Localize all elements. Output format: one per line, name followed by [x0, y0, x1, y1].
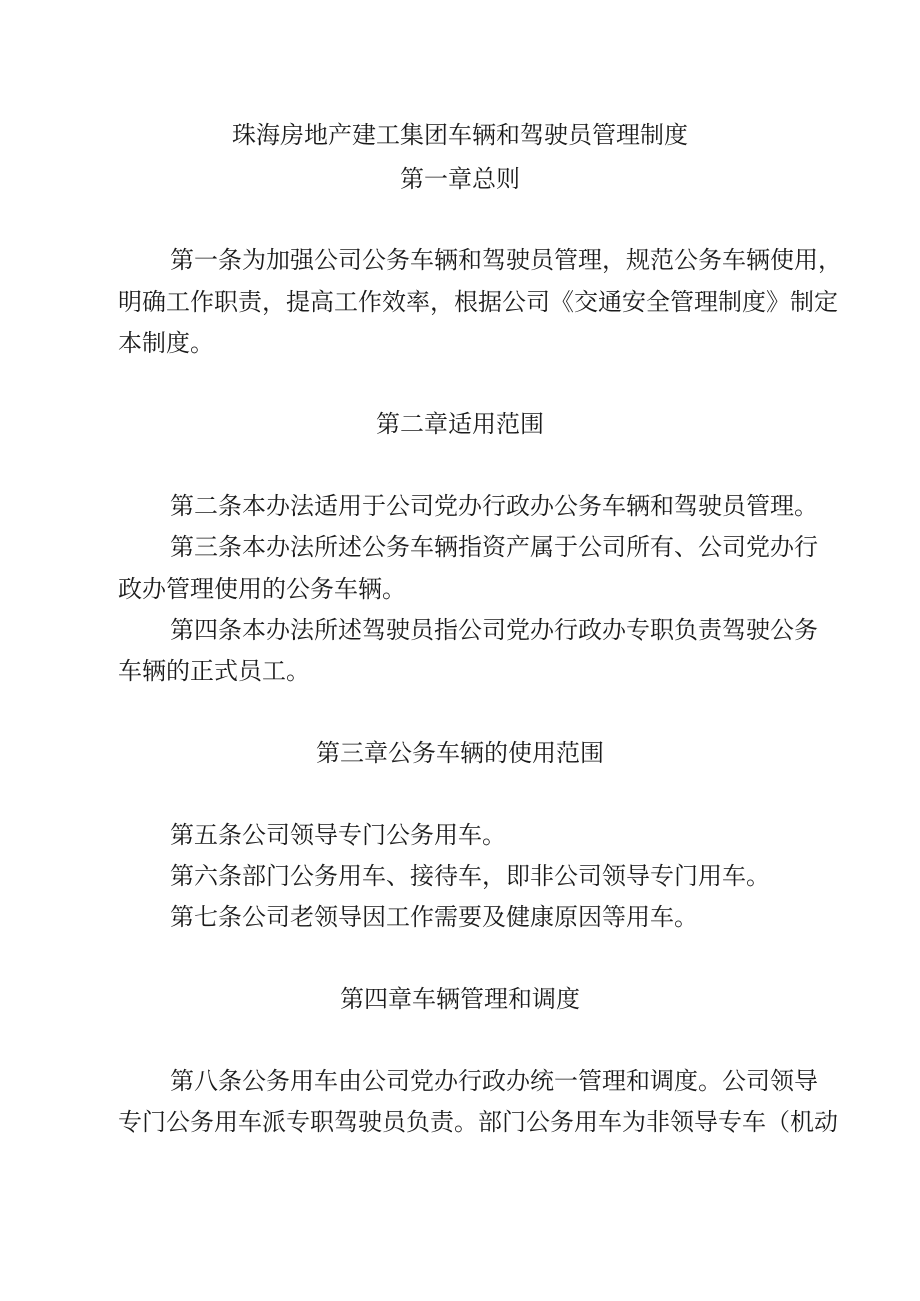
- article-6-line-1: 第六条部门公务用车、接待车，即非公司领导专门用车。: [170, 862, 770, 890]
- article-1-line-3: 本制度。: [118, 329, 214, 357]
- chapter-4-heading: 第四章车辆管理和调度: [340, 985, 580, 1013]
- document-title: 珠海房地产建工集团车辆和驾驶员管理制度: [232, 121, 688, 149]
- chapter-3-heading: 第三章公务车辆的使用范围: [316, 739, 604, 767]
- article-5-line-1: 第五条公司领导专门公务用车。: [170, 821, 506, 849]
- article-4-line-2: 车辆的正式员工。: [118, 657, 310, 685]
- article-7-line-1: 第七条公司老领导因工作需要及健康原因等用车。: [170, 903, 698, 931]
- article-1-line-2: 明确工作职责，提高工作效率，根据公司《交通安全管理制度》制定: [118, 288, 838, 316]
- article-2-line-1: 第二条本办法适用于公司党办行政办公务车辆和驾驶员管理。: [170, 492, 818, 520]
- article-8-line-1: 第八条公务用车由公司党办行政办统一管理和调度。公司领导: [170, 1067, 818, 1095]
- article-4-line-1: 第四条本办法所述驾驶员指公司党办行政办专职负责驾驶公务: [170, 616, 818, 644]
- article-8-line-2: 专门公务用车派专职驾驶员负责。部门公务用车为非领导专车（机动: [118, 1108, 838, 1136]
- chapter-2-heading: 第二章适用范围: [376, 410, 544, 438]
- article-3-line-1: 第三条本办法所述公务车辆指资产属于公司所有、公司党办行: [170, 533, 818, 561]
- article-1-line-1: 第一条为加强公司公务车辆和驾驶员管理，规范公务车辆使用，: [170, 246, 842, 274]
- article-3-line-2: 政办管理使用的公务车辆。: [118, 575, 406, 603]
- chapter-1-heading: 第一章总则: [400, 165, 520, 193]
